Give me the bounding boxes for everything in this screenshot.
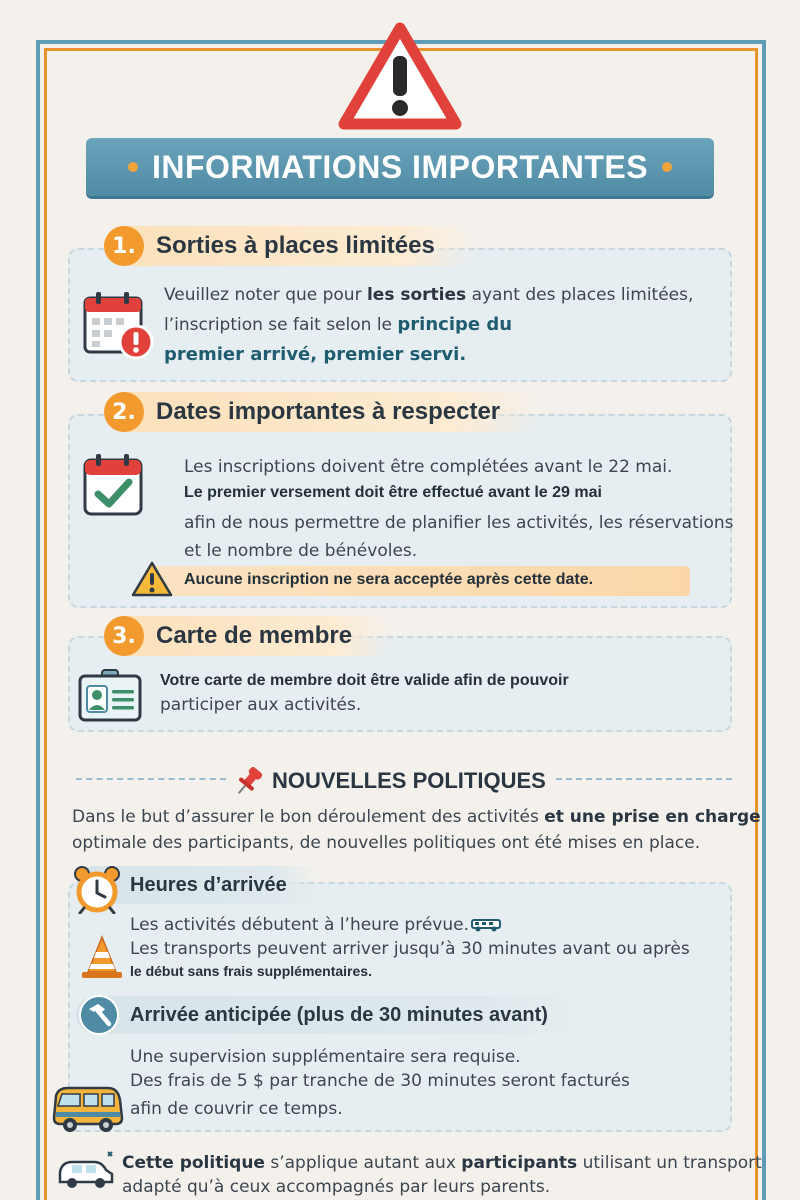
hammer-icon xyxy=(78,994,120,1036)
early-arrival-title: Arrivée anticipée (plus de 30 minutes avant) xyxy=(130,1003,548,1026)
arrival-line-3: le début sans frais supplémentaires. xyxy=(130,963,372,979)
warning-triangle-icon xyxy=(338,22,462,132)
alarm-clock-icon xyxy=(72,866,122,914)
section-2-line-3: afin de nous permettre de planifier les activités, les réservations xyxy=(184,513,734,533)
early-arrival-line-1: Une supervision supplémentaire sera requise. xyxy=(130,1047,521,1067)
bus-icon xyxy=(471,918,501,932)
section-2-warning: Aucune inscription ne sera acceptée après cette date. xyxy=(184,571,594,588)
section-3-line-1: Votre carte de membre doit être valide afin de pouvoir xyxy=(160,672,569,689)
early-arrival-line-2: Des frais de 5 $ par tranche de 30 minutes seront facturés xyxy=(130,1071,630,1091)
arrival-line-2: Les transports peuvent arriver jusqu’à 30 minutes avant ou après xyxy=(130,939,690,959)
section-title: Carte de membre xyxy=(156,622,353,649)
section-1-line-3: premier arrivé, premier servi. xyxy=(164,344,467,365)
calendar-alert-icon xyxy=(82,290,156,360)
calendar-check-icon xyxy=(82,452,144,516)
early-arrival-line-3: afin de couvrir ce temps. xyxy=(130,1099,343,1119)
bullet-dot xyxy=(662,162,672,172)
bullet-dot xyxy=(128,162,138,172)
section-1-line-2: l’inscription se fait selon le principe du xyxy=(164,314,513,335)
section-title: Dates importantes à respecter xyxy=(156,398,501,425)
car-icon xyxy=(56,1150,116,1192)
section-3-line-2: participer aux activités. xyxy=(160,695,362,715)
section-2-line-4: et le nombre de bénévoles. xyxy=(184,541,418,561)
footer-line-1: Cette politique s’applique autant aux participants utilisant un transport xyxy=(122,1153,762,1173)
section-1-line-1: Veuillez noter que pour les sorties ayant des places limitées, xyxy=(164,285,694,305)
section-number: 1. xyxy=(104,226,144,266)
traffic-cone-icon xyxy=(78,934,126,980)
page-title: INFORMATIONS IMPORTANTES xyxy=(151,148,649,185)
section-1-header xyxy=(104,226,475,266)
van-icon xyxy=(52,1082,124,1134)
policies-intro-line-1: Dans le but d’assurer le bon déroulement des activités et une prise en charge xyxy=(72,807,761,827)
section-number: 3. xyxy=(104,616,144,656)
section-2-line-2: Le premier versement doit être effectué avant le 29 mai xyxy=(184,484,602,501)
warning-icon xyxy=(130,560,174,598)
divider-right xyxy=(556,778,732,780)
section-2-header xyxy=(104,392,540,432)
policies-intro-line-2: optimale des participants, de nouvelles politiques ont été mises en place. xyxy=(72,833,701,853)
pushpin-icon xyxy=(232,764,266,798)
section-3-header xyxy=(104,616,392,656)
arrival-line-1: Les activités débutent à l’heure prévue. xyxy=(130,910,501,940)
footer-line-2: adapté qu’à ceux accompagnés par leurs parents. xyxy=(122,1177,551,1197)
early-arrival-header xyxy=(76,996,584,1034)
arrival-title: Heures d’arrivée xyxy=(130,873,287,896)
page-title-banner xyxy=(86,138,714,196)
policies-heading xyxy=(232,764,546,798)
id-card-icon xyxy=(78,668,142,724)
divider-left xyxy=(76,778,226,780)
policies-title: NOUVELLES POLITIQUES xyxy=(272,768,546,793)
section-title: Sorties à places limitées xyxy=(156,232,435,259)
section-number: 2. xyxy=(104,392,144,432)
section-2-line-1: Les inscriptions doivent être complétées avant le 22 mai. xyxy=(184,457,673,477)
